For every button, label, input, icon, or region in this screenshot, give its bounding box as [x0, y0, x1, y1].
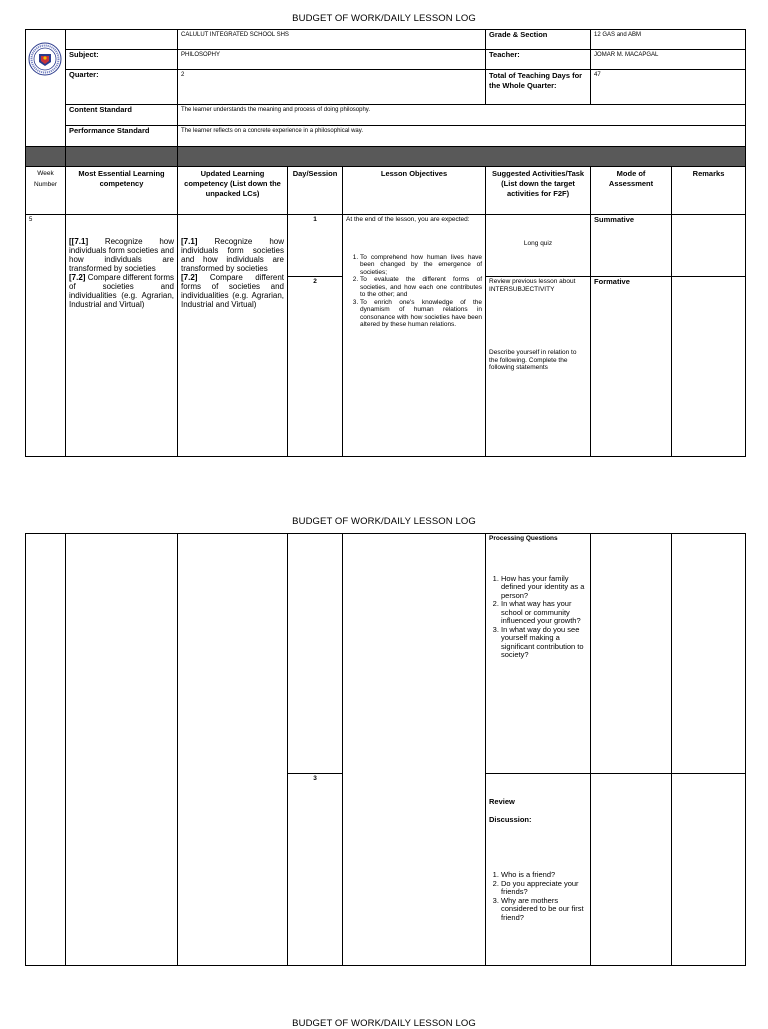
- activity-review: Review previous lesson about INTERSUBJECTIVITY: [489, 278, 576, 293]
- lesson-log-table-2: [25, 533, 746, 966]
- teacher-label: Teacher:: [486, 50, 591, 70]
- col-remarks: Remarks: [672, 167, 746, 215]
- remarks-cell-3: [672, 774, 746, 966]
- content-standard-value: The learner understands the meaning and process of doing philosophy.: [178, 105, 746, 126]
- day-3: 3: [288, 774, 343, 966]
- updated-competency-cell-2: [178, 534, 288, 966]
- updated-competency-cell: [178, 215, 288, 457]
- objective-item: 3. To enrich one's knowledge of the dynamism of human relations in consonance with how societies have been altered by these human relations.: [360, 299, 482, 329]
- competency-a-text: Recognize how individuals form societies and how individuals are transformed by societies: [69, 237, 174, 273]
- col-competency: Most Essential Learning competency: [66, 167, 178, 215]
- page-title-2: BUDGET OF WORK/DAILY LESSON LOG: [292, 516, 476, 527]
- updated-b-text: Compare different forms of societies and individualities (e.g. Agrarian, Industrial and Virtual): [181, 273, 284, 309]
- competency-b-code: [7.2]: [69, 273, 86, 282]
- week-cell-2: [26, 534, 66, 966]
- processing-question: 2. In what way has your school or community influenced your growth?: [501, 600, 587, 626]
- assessment-cell-2: [591, 534, 672, 774]
- performance-standard-value: The learner reflects on a concrete experience in a philosophical way.: [178, 126, 746, 147]
- performance-standard-label: Performance Standard: [66, 126, 178, 147]
- col-day-session: Day/Session: [288, 167, 343, 215]
- col-assessment: Mode of Assessment: [591, 167, 672, 215]
- deped-seal-icon: [28, 42, 62, 76]
- quarter-value: 2: [178, 70, 486, 105]
- objective-item: 2. To evaluate the different forms of societies, and how each one contributes to the other; and: [360, 276, 482, 299]
- lesson-log-table-1: [25, 29, 746, 457]
- processing-question: 3. In what way do you see yourself making a significant contribution to society?: [501, 626, 587, 660]
- objective-item: 1. To comprehend how human lives have been changed by the emergence of societies;: [360, 254, 482, 277]
- competency-cell-2: [66, 534, 178, 966]
- col-lesson-objectives: Lesson Objectives: [343, 167, 486, 215]
- competency-cell: [66, 215, 178, 457]
- processing-questions-cell: [486, 534, 591, 774]
- objectives-cell-2: [343, 534, 486, 966]
- objectives-intro: At the end of the lesson, you are expected:: [346, 216, 470, 223]
- objectives-cell: [343, 215, 486, 457]
- col-week: Week Number: [26, 167, 66, 215]
- quarter-label: Quarter:: [66, 70, 178, 105]
- updated-a-text: Recognize how individuals form societies and how individuals are transformed by societies: [181, 237, 284, 273]
- content-standard-label: Content Standard: [66, 105, 178, 126]
- activity-describe: Describe yourself in relation to the following. Complete the following statements: [489, 349, 577, 371]
- page-title: BUDGET OF WORK/DAILY LESSON LOG: [292, 13, 476, 24]
- assessment-day-2: Formative: [591, 277, 672, 457]
- review-label: Review: [489, 797, 515, 806]
- updated-b-code: [7.2]: [181, 273, 198, 282]
- review-discussion-cell: [486, 774, 591, 966]
- processing-question: 1. How has your family defined your identity as a person?: [501, 575, 587, 601]
- activity-day-1: Long quiz: [486, 215, 591, 277]
- updated-a-code: [7.1]: [181, 237, 198, 246]
- day-1: 1: [288, 215, 343, 277]
- teacher-value: JOMAR M. MACAPGAL: [591, 50, 746, 70]
- subject-label: Subject:: [66, 50, 178, 70]
- school-value: CALULUT INTEGRATED SCHOOL SHS: [178, 30, 486, 50]
- school-label: [66, 30, 178, 50]
- assessment-day-1: Summative: [591, 215, 672, 277]
- subject-value: PHILOSOPHY: [178, 50, 486, 70]
- remarks-day-2: [672, 277, 746, 457]
- remarks-cell-2: [672, 534, 746, 774]
- day-cell-2: [288, 534, 343, 774]
- competency-a-code: [[7.1]: [69, 237, 89, 246]
- page-title-3: BUDGET OF WORK/DAILY LESSON LOG: [292, 1018, 476, 1029]
- discussion-question: 3. Why are mothers considered to be our first friend?: [501, 897, 587, 923]
- day-2: 2: [288, 277, 343, 457]
- week-number: 5: [26, 215, 66, 457]
- assessment-cell-3: [591, 774, 672, 966]
- processing-title: Processing Questions: [489, 535, 558, 542]
- grade-label: Grade & Section: [486, 30, 591, 50]
- discussion-label: Discussion:: [489, 814, 532, 824]
- activity-day-2: [486, 277, 591, 457]
- grade-value: 12 GAS and ABM: [591, 30, 746, 50]
- dark-band: [26, 147, 746, 167]
- days-label: Total of Teaching Days for the Whole Quarter:: [486, 70, 591, 105]
- days-value: 47: [591, 70, 746, 105]
- discussion-question: 1. Who is a friend?: [501, 871, 587, 880]
- col-updated-competency: Updated Learning competency (List down the unpacked LCs): [178, 167, 288, 215]
- discussion-question: 2. Do you appreciate your friends?: [501, 880, 587, 897]
- competency-b-text: Compare different forms of societies and individualities (e.g. Agrarian, Industrial and Virtual): [69, 273, 174, 309]
- col-activities: Suggested Activities/Task (List down the target activities for F2F): [486, 167, 591, 215]
- remarks-day-1: [672, 215, 746, 277]
